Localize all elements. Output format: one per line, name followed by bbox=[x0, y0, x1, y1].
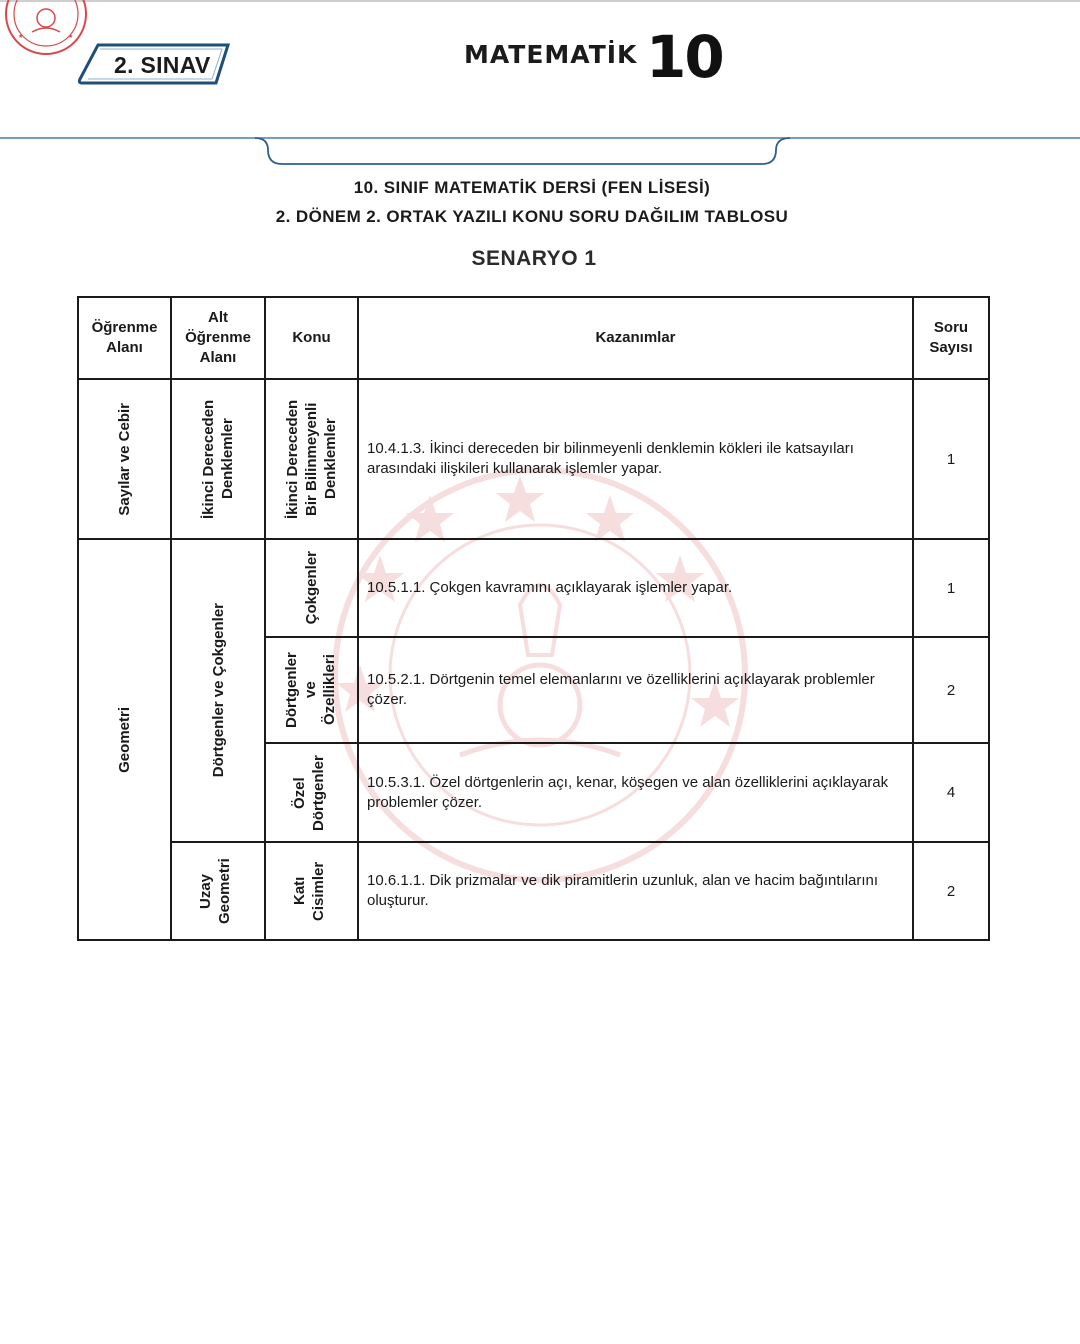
exam-badge bbox=[78, 43, 230, 85]
topic-cell bbox=[265, 539, 358, 637]
question-count-cell: 1 bbox=[913, 379, 989, 539]
question-count-cell: 1 bbox=[913, 539, 989, 637]
learning-area-cell bbox=[78, 379, 171, 539]
header-divider bbox=[0, 120, 1080, 170]
topic-label: Dörtgenler ve Özellikleri bbox=[282, 652, 338, 728]
topic-label: Özel Dörtgenler bbox=[290, 754, 327, 831]
exam-label: 2. SINAV bbox=[114, 52, 211, 78]
header-question-count: Soru Sayısı bbox=[913, 297, 989, 379]
sub-area-cell bbox=[171, 379, 265, 539]
subject-title: MATEMATİK bbox=[464, 40, 638, 69]
learning-area-cell bbox=[78, 539, 171, 940]
header-outcomes: Kazanımlar bbox=[358, 297, 913, 379]
topic-cell bbox=[265, 379, 358, 539]
topic-cell bbox=[265, 637, 358, 743]
outcome-cell: 10.5.1.1. Çokgen kavramını açıklayarak işlemler yapar. bbox=[358, 539, 913, 637]
sub-area-cell bbox=[171, 842, 265, 940]
header-topic: Konu bbox=[265, 297, 358, 379]
scenario-title: SENARYO 1 bbox=[471, 247, 597, 270]
header-learning-area: Öğrenme Alanı bbox=[78, 297, 171, 379]
outcome-cell: 10.5.2.1. Dörtgenin temel elemanlarını ve özelliklerini açıklayarak problemler çözer. bbox=[358, 637, 913, 743]
sub-area-cell bbox=[171, 539, 265, 842]
question-count-cell: 2 bbox=[913, 637, 989, 743]
ministry-logo-icon bbox=[4, 0, 88, 56]
grade-number: 10 bbox=[646, 23, 723, 91]
outcome-cell: 10.4.1.3. İkinci dereceden bir bilinmeyenli denklemin kökleri ile katsayıları arasındaki ilişkileri kullanarak işlemler yapar. bbox=[358, 379, 913, 539]
sub-area-label: Uzay Geometri bbox=[197, 858, 233, 924]
topic-label: Çokgenler bbox=[303, 551, 320, 625]
svg-text:★: ★ bbox=[68, 33, 74, 40]
topic-distribution-table bbox=[77, 296, 990, 941]
question-count-cell: 2 bbox=[913, 842, 989, 940]
outcome-cell: 10.5.3.1. Özel dörtgenlerin açı, kenar, köşegen ve alan özelliklerini açıklayarak problemler çözer. bbox=[358, 743, 913, 842]
learning-area-label: Sayılar ve Cebir bbox=[116, 402, 133, 516]
svg-text:★: ★ bbox=[18, 33, 24, 40]
document-subtitle: 2. DÖNEM 2. ORTAK YAZILI KONU SORU DAĞILIM TABLOSU bbox=[275, 207, 789, 226]
topic-cell bbox=[265, 743, 358, 842]
sub-area-label: Dörtgenler ve Çokgenler bbox=[209, 603, 227, 778]
topic-label: İkinci Dereceden Bir Bilinmeyenli Denklemler bbox=[284, 399, 339, 519]
sub-area-label: İkinci Dereceden Denklemler bbox=[200, 399, 236, 519]
header-sub-learning-area: Alt Öğrenme Alanı bbox=[171, 297, 265, 379]
top-border bbox=[0, 0, 1080, 2]
topic-cell bbox=[265, 842, 358, 940]
outcome-cell: 10.6.1.1. Dik prizmalar ve dik piramitlerin uzunluk, alan ve hacim bağıntılarını oluşturur. bbox=[358, 842, 913, 940]
learning-area-label: Geometri bbox=[116, 706, 133, 773]
topic-label: Katı Cisimler bbox=[290, 861, 327, 921]
document-title: 10. SINIF MATEMATİK DERSİ (FEN LİSESİ) bbox=[353, 178, 711, 197]
question-count-cell: 4 bbox=[913, 743, 989, 842]
